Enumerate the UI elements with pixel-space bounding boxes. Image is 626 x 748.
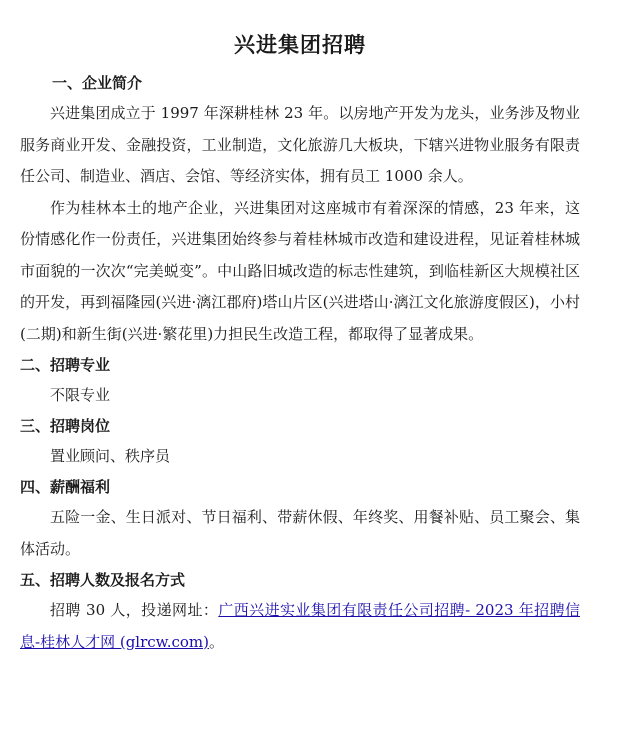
section-heading-apply: 五、招聘人数及报名方式 bbox=[20, 571, 186, 589]
apply-suffix: 。 bbox=[209, 632, 225, 651]
intro-paragraph-1: 兴进集团成立于 1997 年深耕桂林 23 年。以房地产开发为龙头，业务涉及物业服务商业开发、金融投资，工业制造，文化旅游几大板块，下辖兴进物业服务有限责任公司、制造业、酒店、会馆、等经济实体，拥有员工 1000 余人。 bbox=[20, 104, 580, 185]
apply-paragraph bbox=[20, 595, 580, 658]
major-text: 不限专业 bbox=[50, 386, 111, 404]
recruitment-link[interactable]: 广西兴进实业集团有限责任公司招聘- 2023 年招聘信息-桂林人才网 (glrcw.com) bbox=[20, 601, 580, 651]
section-heading-intro: 一、企业简介 bbox=[52, 74, 143, 92]
section-heading-benefits: 四、薪酬福利 bbox=[20, 478, 111, 496]
document-page bbox=[20, 30, 580, 658]
positions-text: 置业顾问、秩序员 bbox=[50, 447, 171, 465]
page-title: 兴进集团招聘 bbox=[234, 33, 366, 57]
section-heading-positions: 三、招聘岗位 bbox=[20, 417, 111, 435]
intro-paragraph-2: 作为桂林本土的地产企业，兴进集团对这座城市有着深深的情感，23 年来，这份情感化作一份责任，兴进集团始终参与着桂林城市改造和建设进程，见证着桂林城市面貌的一次次“完美蜕变”。中山路旧城改造的标志性建筑，到临桂新区大规模社区的开发，再到福隆园(兴进·漓江郡府)塔山片区(兴进塔山·漓江文化旅游度假区)，小村(二期)和新生街(兴进·繁花里)力担民生改造工程，都取得了显著成果。 bbox=[20, 198, 580, 343]
apply-prefix: 招聘 30 人，投递网址： bbox=[50, 601, 219, 619]
benefits-text: 五险一金、生日派对、节日福利、带薪休假、年终奖、用餐补贴、员工聚会、集体活动。 bbox=[20, 508, 580, 558]
section-heading-major: 二、招聘专业 bbox=[20, 356, 111, 374]
